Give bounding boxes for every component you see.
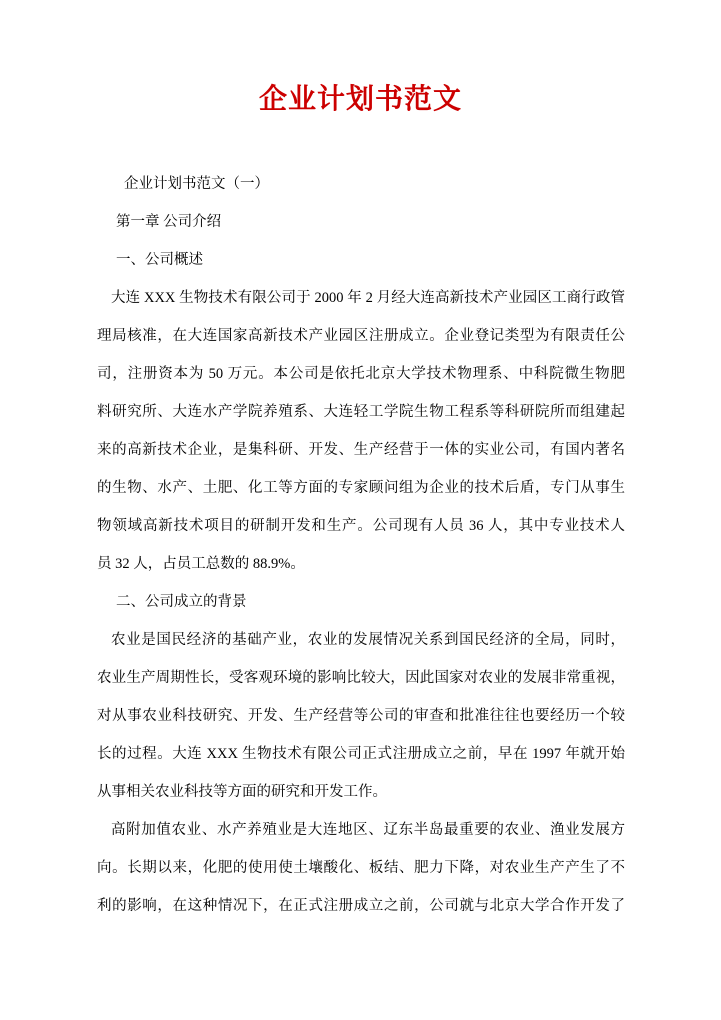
document-line: 大连 XXX 生物技术有限公司于 2000 年 2 月经大连高新技术产业园区工商行政管 bbox=[111, 290, 625, 306]
document-line: 理局核准，在大连国家高新技术产业园区注册成立。企业登记类型为有限责任公 bbox=[97, 328, 625, 344]
document-line: 对从事农业科技研究、开发、生产经营等公司的审查和批准往往也要经历一个较 bbox=[97, 708, 625, 724]
document-line: 员 32 人，占员工总数的 88.9%。 bbox=[97, 556, 305, 572]
document-line: 农业是国民经济的基础产业，农业的发展情况关系到国民经济的全局，同时， bbox=[111, 632, 625, 648]
section-heading-background: 二、公司成立的背景 bbox=[116, 594, 247, 610]
section-heading-overview: 一、公司概述 bbox=[116, 252, 203, 268]
document-line: 来的高新技术企业，是集科研、开发、生产经营于一体的实业公司，有国内著名 bbox=[97, 442, 625, 458]
chapter-heading: 第一章 公司介绍 bbox=[116, 214, 222, 230]
document-content bbox=[0, 165, 721, 925]
document-line: 司，注册资本为 50 万元。本公司是依托北京大学技术物理系、中科院微生物肥 bbox=[97, 366, 625, 382]
document-line: 长的过程。大连 XXX 生物技术有限公司正式注册成立之前，早在 1997 年就开始 bbox=[97, 746, 625, 762]
document-subtitle: 企业计划书范文（一） bbox=[124, 176, 269, 192]
document-line: 利的影响，在这种情况下，在正式注册成立之前，公司就与北京大学合作开发了 bbox=[97, 898, 625, 914]
document-line: 农业生产周期性长，受客观环境的影响比较大，因此国家对农业的发展非常重视， bbox=[97, 670, 625, 686]
document-line: 料研究所、大连水产学院养殖系、大连轻工学院生物工程系等科研院所而组建起 bbox=[97, 404, 625, 420]
document-line: 高附加值农业、水产养殖业是大连地区、辽东半岛最重要的农业、渔业发展方 bbox=[111, 822, 625, 838]
document-title: 企业计划书范文 bbox=[258, 84, 462, 115]
document-line: 的生物、水产、土肥、化工等方面的专家顾问组为企业的技术后盾，专门从事生 bbox=[97, 480, 625, 496]
document-line: 向。长期以来，化肥的使用使土壤酸化、板结、肥力下降，对农业生产产生了不 bbox=[97, 860, 625, 876]
document-line: 从事相关农业科技等方面的研究和开发工作。 bbox=[97, 784, 387, 800]
document-line: 物领域高新技术项目的研制开发和生产。公司现有人员 36 人，其中专业技术人 bbox=[97, 518, 625, 534]
